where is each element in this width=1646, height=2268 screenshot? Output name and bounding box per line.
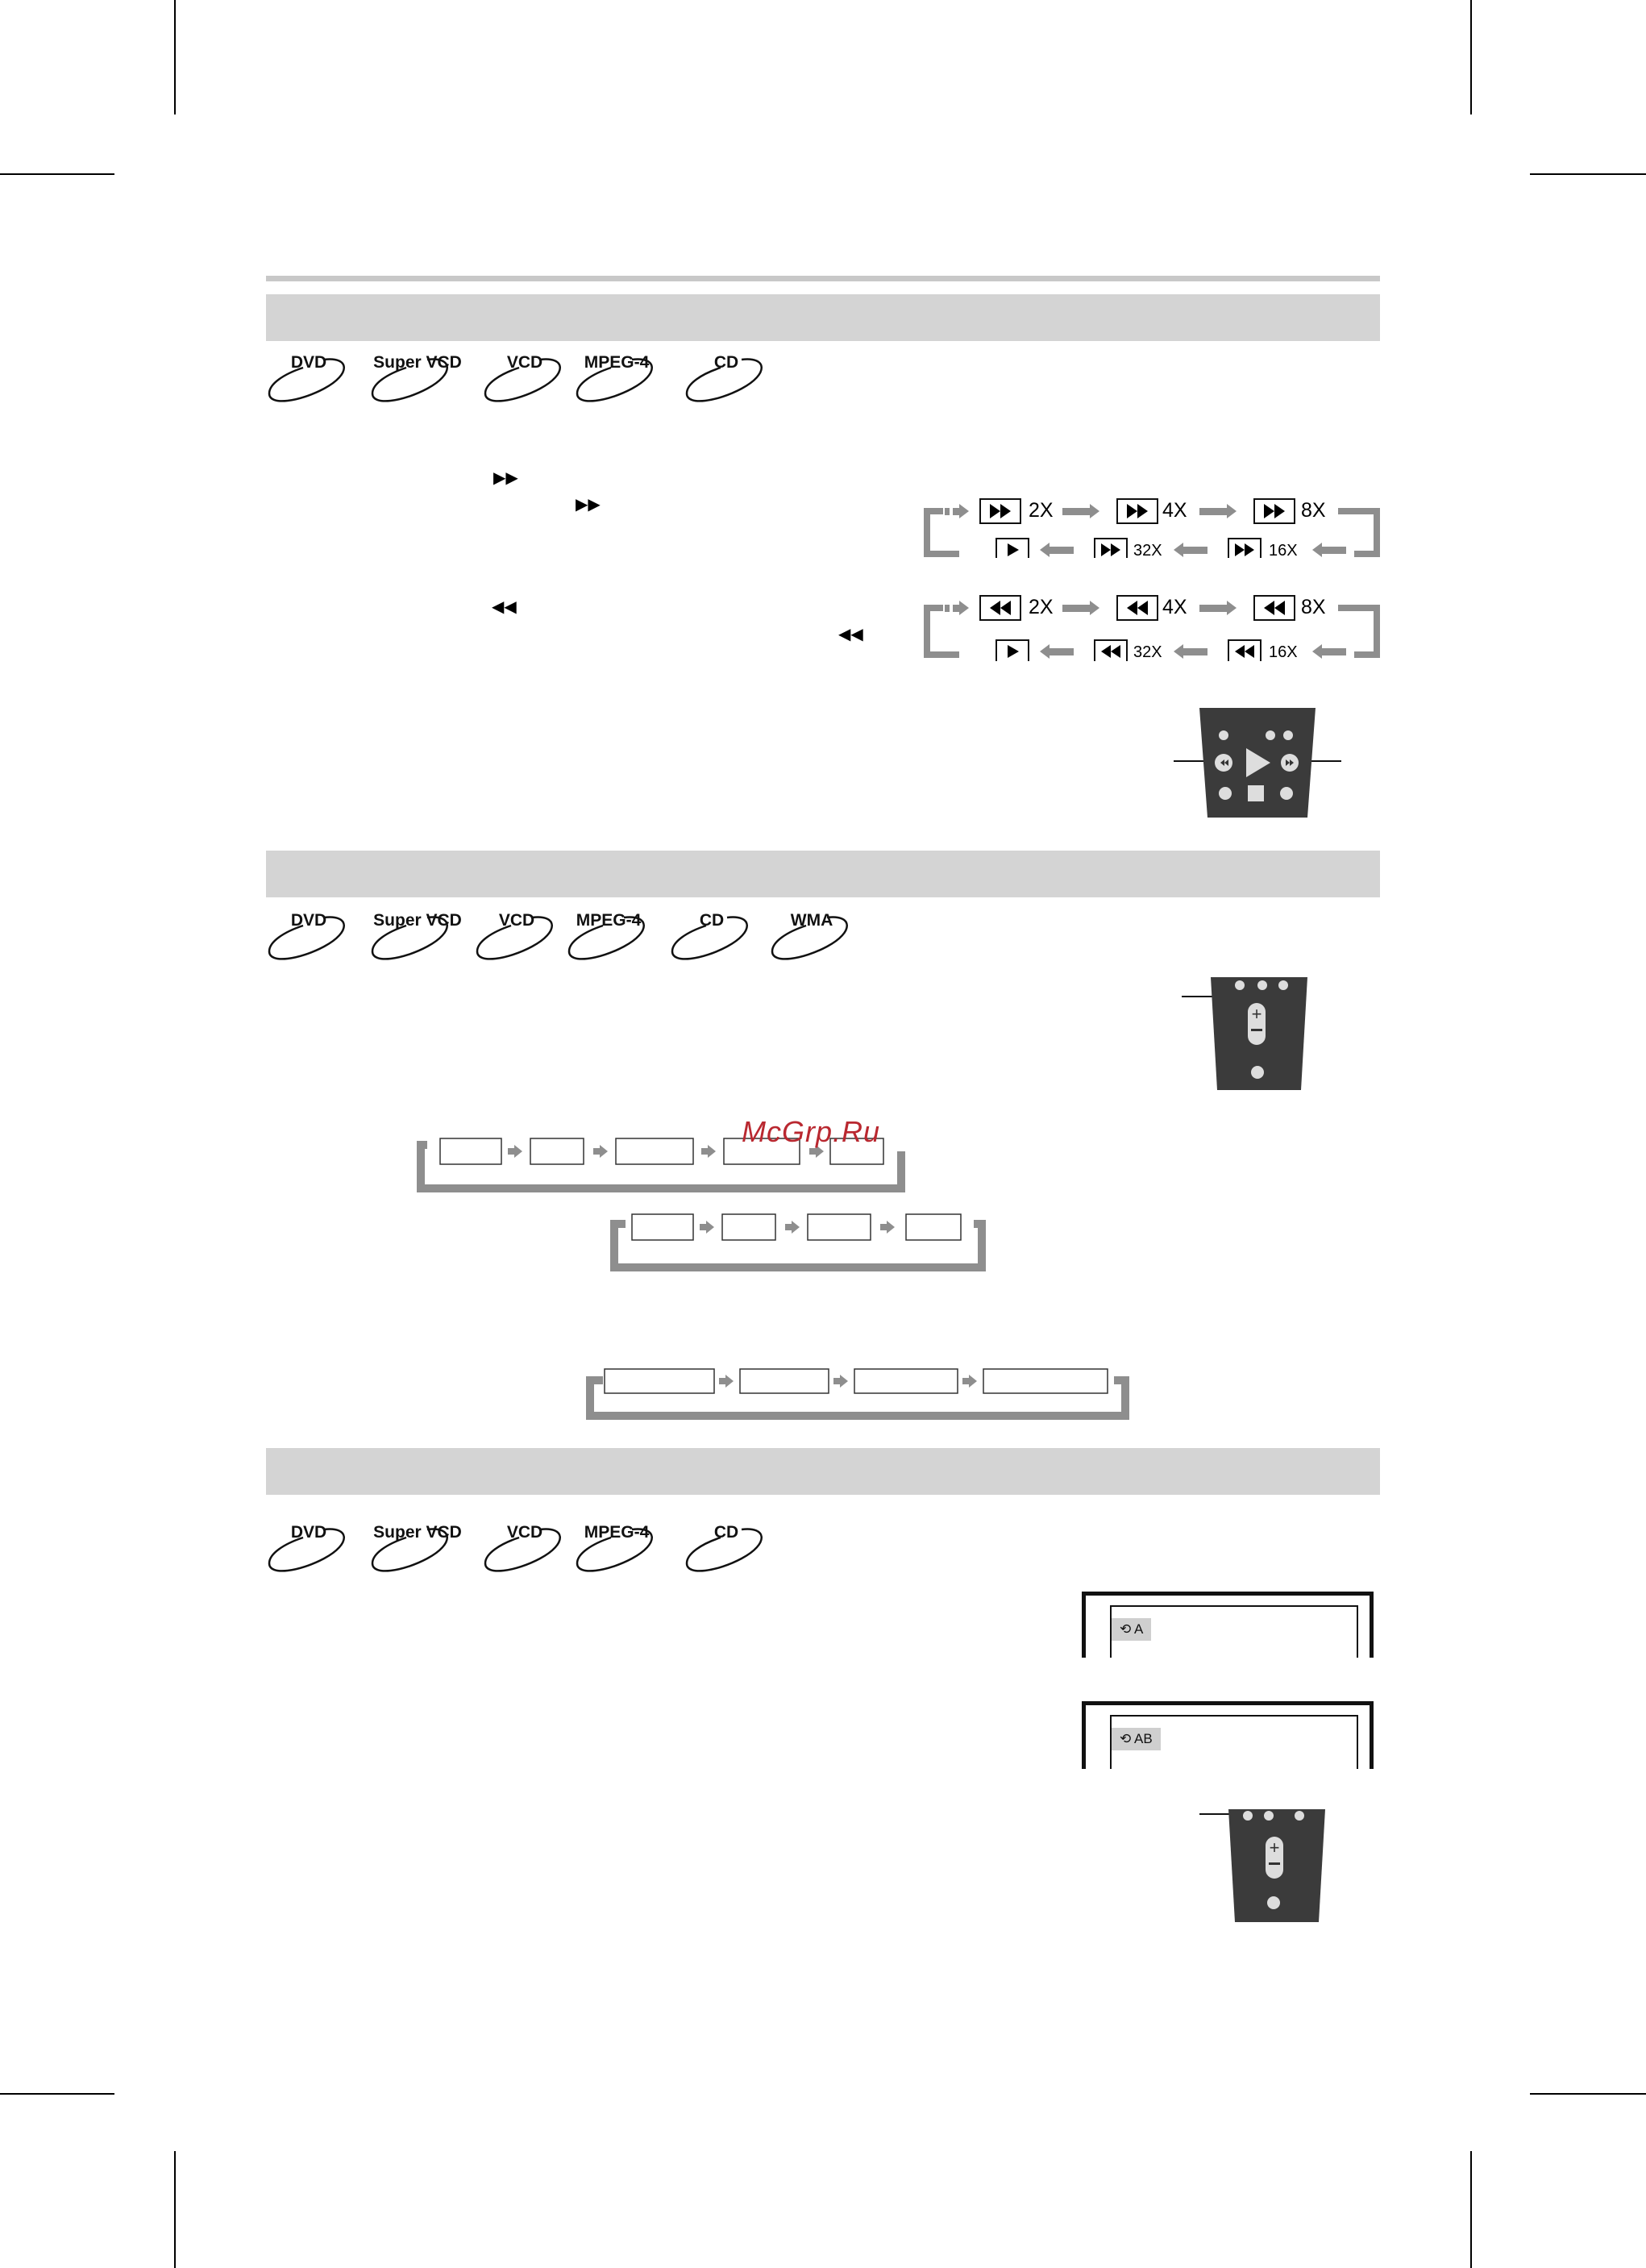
osd-screen-a [1082,1592,1374,1658]
osd-label: AB [1134,1731,1153,1746]
format-badge-super-vcd: Super VCD [369,909,466,968]
fast-forward-icon: ▶▶ [576,496,601,514]
repeat-flow-diagram-audio [582,1366,1132,1424]
crop-mark [1470,0,1472,114]
remote-ab-illustration [1199,1806,1328,1924]
format-badge-super-vcd: Super VCD [369,1521,466,1579]
header-rule [266,276,1380,281]
format-badge-super-vcd: Super VCD [369,352,466,410]
watermark: McGrp.Ru [742,1115,881,1148]
speed-label: 2X [1029,499,1054,522]
format-badge-vcd: VCD [482,352,567,410]
format-badge-cd: CD [684,1521,769,1579]
format-badge-cd: CD [669,909,754,968]
fast-reverse-icon: ◀◀ [838,626,863,643]
crop-mark [0,2093,114,2095]
speed-label: 16X [1269,542,1298,560]
format-badge-mpeg4: MPEG-4 [574,352,659,410]
format-badge-wma: WMA [769,909,854,968]
osd-screen-ab [1082,1701,1374,1769]
fast-forward-icon: ▶▶ [493,469,518,487]
speed-label: 2X [1029,596,1054,618]
section-bar-ab-repeat [266,1448,1380,1495]
format-badge-mpeg4: MPEG-4 [574,1521,659,1579]
speed-label: 32X [1133,542,1162,560]
crop-mark [1530,173,1646,175]
fast-reverse-icon: ◀◀ [492,598,517,616]
osd-repeat-tag [1112,1618,1151,1641]
repeat-icon: ⟲ [1120,1621,1132,1637]
format-badge-dvd: DVD [266,1521,351,1579]
speed-label: 4X [1162,596,1187,618]
remote-volume-illustration [1182,974,1311,1092]
repeat-flow-diagram-vcd [608,1211,990,1275]
osd-repeat-tag [1112,1728,1161,1750]
section-bar-repeat [266,851,1380,897]
crop-mark [174,2151,176,2268]
svg-text:+: + [1251,1004,1262,1024]
speed-label: 4X [1162,499,1187,522]
format-badge-dvd: DVD [266,352,351,410]
speed-label: 16X [1269,643,1298,661]
format-badge-dvd: DVD [266,909,351,968]
crop-mark [0,173,114,175]
format-badge-vcd: VCD [482,1521,567,1579]
crop-mark [174,0,176,114]
format-badge-mpeg4: MPEG-4 [566,909,651,968]
repeat-icon: ⟲ [1120,1731,1132,1746]
crop-mark [1530,2093,1646,2095]
remote-transport-illustration [1174,706,1343,819]
section-bar-scan [266,294,1380,341]
speed-label: 8X [1301,596,1326,618]
format-badge-vcd: VCD [474,909,559,968]
format-badge-cd: CD [684,352,769,410]
svg-text:+: + [1269,1837,1280,1858]
speed-label: 8X [1301,499,1326,522]
speed-label: 32X [1133,643,1162,661]
crop-mark [1470,2151,1472,2268]
osd-label: A [1134,1621,1144,1637]
